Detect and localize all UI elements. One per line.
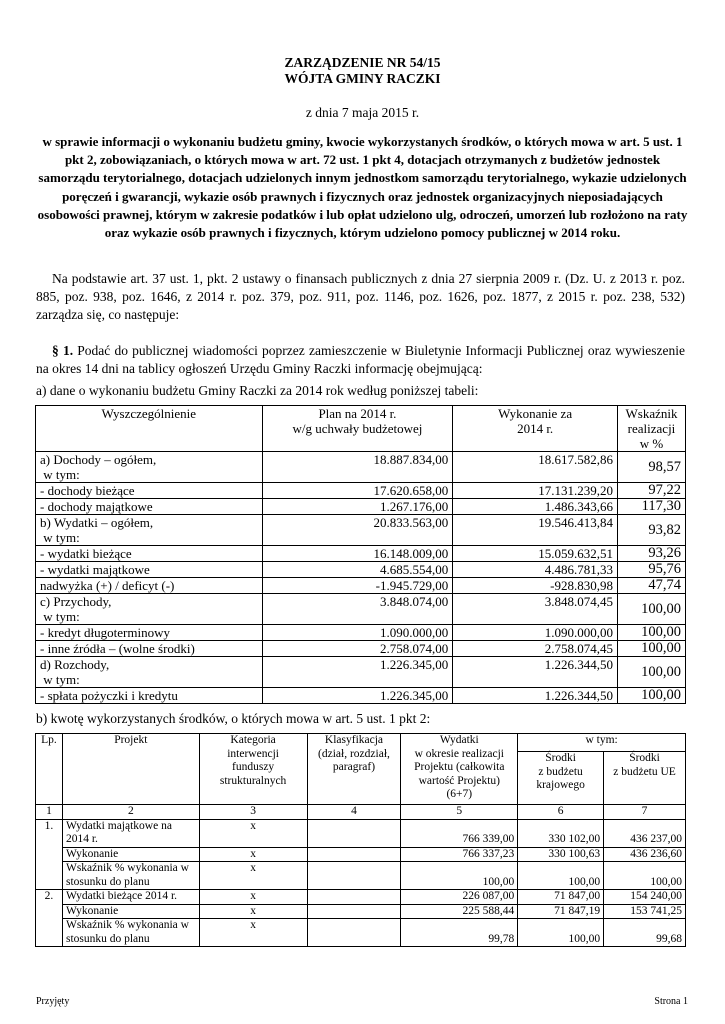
classification-value <box>307 890 401 905</box>
ratio-value: 95,76 <box>618 562 686 578</box>
footer-page-number: Strona 1 <box>654 996 688 1007</box>
project-name: Wykonanie <box>62 847 199 862</box>
section-1-marker: § 1. <box>52 343 74 358</box>
execution-value: 1.226.344,50 <box>453 688 618 704</box>
classification-value <box>307 862 401 890</box>
table-row <box>36 452 686 483</box>
execution-value: 3.848.074,45 <box>453 594 618 625</box>
section-1-text: Podać do publicznej wiadomości poprzez zamieszczenie w Biuletynie Informacji Publicznej oraz wywieszenie na okres 14 dni na tablicy ogłoszeń Urzędu Gminy Raczki informację obejmującą: <box>36 343 685 376</box>
project-name: Wydatki bieżące 2014 r. <box>62 890 199 905</box>
category-value: x <box>199 819 307 847</box>
local-funds-value: 71 847,00 <box>518 890 604 905</box>
category-value: x <box>199 904 307 919</box>
plan-value: 1.226.345,00 <box>262 657 453 688</box>
table-row <box>36 578 686 594</box>
execution-value: 15.059.632,51 <box>453 546 618 562</box>
header-expenses: Wydatki w okresie realizacji Projektu (całkowita wartość Projektu) (6+7) <box>401 734 518 805</box>
row-number: 2. <box>36 890 63 947</box>
table-row <box>36 890 686 905</box>
document-title-line1: ZARZĄDZENIE NR 54/15 <box>284 55 441 70</box>
plan-value: 3.848.074,00 <box>262 594 453 625</box>
classification-value <box>307 904 401 919</box>
ratio-value: 117,30 <box>618 499 686 515</box>
row-label: d) Rozchody, w tym: <box>36 657 263 688</box>
budget-execution-table <box>35 405 686 704</box>
expenses-value: 99,78 <box>401 919 518 947</box>
row-label: - wydatki majątkowe <box>36 562 263 578</box>
classification-value <box>307 919 401 947</box>
plan-value: 2.758.074,00 <box>262 641 453 657</box>
header-classification: Klasyfikacja (dział, rozdział, paragraf) <box>307 734 401 805</box>
table-row <box>36 625 686 641</box>
ratio-value: 47,74 <box>618 578 686 594</box>
table-row <box>36 483 686 499</box>
row-label: - spłata pożyczki i kredytu <box>36 688 263 704</box>
row-label: - dochody majątkowe <box>36 499 263 515</box>
expenses-value: 225 588,44 <box>401 904 518 919</box>
ratio-value: 100,00 <box>618 625 686 641</box>
project-name: Wykonanie <box>62 904 199 919</box>
ratio-value: 93,82 <box>618 515 686 546</box>
ratio-value: 98,57 <box>618 452 686 483</box>
column-number: 1 <box>36 805 63 820</box>
plan-value: 17.620.658,00 <box>262 483 453 499</box>
execution-value: 1.226.344,50 <box>453 657 618 688</box>
plan-value: 16.148.009,00 <box>262 546 453 562</box>
eu-funds-value: 99,68 <box>604 919 686 947</box>
execution-value: -928.830,98 <box>453 578 618 594</box>
column-number: 3 <box>199 805 307 820</box>
expenses-value: 766 339,00 <box>401 819 518 847</box>
table-row <box>36 546 686 562</box>
execution-value: 19.546.413,84 <box>453 515 618 546</box>
row-label: - dochody bieżące <box>36 483 263 499</box>
table-row <box>36 657 686 688</box>
plan-value: 18.887.834,00 <box>262 452 453 483</box>
plan-value: 20.833.563,00 <box>262 515 453 546</box>
header-category: Kategoria interwencji funduszy strukturalnych <box>199 734 307 805</box>
table-row <box>36 819 686 847</box>
table-row <box>36 641 686 657</box>
execution-value: 1.486.343,66 <box>453 499 618 515</box>
header-execution: Wykonanie za 2014 r. <box>453 406 618 452</box>
plan-value: 4.685.554,00 <box>262 562 453 578</box>
header-local-funds: Środki z budżetu krajowego <box>518 752 604 805</box>
column-number: 7 <box>604 805 686 820</box>
column-number: 2 <box>62 805 199 820</box>
row-number: 1. <box>36 819 63 890</box>
lead-b: b) kwotę wykorzystanych środków, o których mowa w art. 5 ust. 1 pkt 2: <box>36 711 431 726</box>
document-date: z dnia 7 maja 2015 r. <box>305 105 420 120</box>
header-eu-funds: Środki z budżetu UE <box>604 752 686 805</box>
plan-value: 1.090.000,00 <box>262 625 453 641</box>
execution-value: 1.090.000,00 <box>453 625 618 641</box>
table-row <box>36 688 686 704</box>
category-value: x <box>199 890 307 905</box>
plan-value: 1.226.345,00 <box>262 688 453 704</box>
table-row <box>36 499 686 515</box>
column-number: 4 <box>307 805 401 820</box>
table-row <box>36 562 686 578</box>
execution-value: 2.758.074,45 <box>453 641 618 657</box>
local-funds-value: 71 847,19 <box>518 904 604 919</box>
project-name: Wskaźnik % wykonania w stosunku do planu <box>62 862 199 890</box>
header-plan: Plan na 2014 r. w/g uchwały budżetowej <box>262 406 453 452</box>
execution-value: 17.131.239,20 <box>453 483 618 499</box>
expenses-value: 226 087,00 <box>401 890 518 905</box>
table-row <box>36 862 686 890</box>
ratio-value: 100,00 <box>618 641 686 657</box>
plan-value: -1.945.729,00 <box>262 578 453 594</box>
row-label: nadwyżka (+) / deficyt (-) <box>36 578 263 594</box>
header-lp: Lp. <box>36 734 63 805</box>
eu-funds-value: 436 236,60 <box>604 847 686 862</box>
expenses-value: 100,00 <box>401 862 518 890</box>
ratio-value: 97,22 <box>618 483 686 499</box>
column-number: 6 <box>518 805 604 820</box>
document-subject: w sprawie informacji o wykonaniu budżetu gminy, kwocie wykorzystanych środków, o których mowa w art. 5 ust. 1 pkt 2, zobowiązaniach, o których mowa w art. 72 ust. 1 pkt 4, dotacjach otrzymanych z budżetów jednostek samorządu terytorialnego, dotacjach udzielonych innym jednostkom samorządu terytorialnego, wykazie udzielonych poręczeń i gwarancji, wykazie osób prawnych i fizycznych oraz jednostek organizacyjnych nieposiadających osobowości prawnej, którym w zakresie podatków i lub opłat udzielono ulg, odroczeń, umorzeń lub rozłożono na raty oraz wykazie osób prawnych i fizycznych, którym udzielono pomocy publicznej w 2014 roku. <box>37 134 688 241</box>
funds-table <box>35 733 686 947</box>
eu-funds-value: 100,00 <box>604 862 686 890</box>
header-of-which: w tym: <box>518 734 686 752</box>
legal-basis-paragraph: Na podstawie art. 37 ust. 1, pkt. 2 ustawy o finansach publicznych z dnia 27 sierpnia 2009 r. (Dz. U. z 2013 r. poz. 885, poz. 938, poz. 1646, z 2014 r. poz. 379, poz. 911, poz. 1146, poz. 1626, poz. 1877, z 2015 r. poz. 238, 532) zarządza się, co następuje: <box>36 271 685 322</box>
project-name: Wydatki majątkowe na 2014 r. <box>62 819 199 847</box>
column-numbers-row <box>36 805 686 820</box>
footer-status: Przyjęty <box>36 996 70 1007</box>
table-header-row <box>36 734 686 752</box>
document-title-line2: WÓJTA GMINY RACZKI <box>284 71 441 86</box>
table-row <box>36 594 686 625</box>
local-funds-value: 100,00 <box>518 919 604 947</box>
lead-a: a) dane o wykonaniu budżetu Gminy Raczki za 2014 rok według poniższej tabeli: <box>36 383 479 398</box>
table-header-row <box>36 406 686 452</box>
table-row <box>36 847 686 862</box>
table-row <box>36 904 686 919</box>
ratio-value: 100,00 <box>618 657 686 688</box>
local-funds-value: 330 102,00 <box>518 819 604 847</box>
header-description: Wyszczególnienie <box>36 406 263 452</box>
local-funds-value: 330 100,63 <box>518 847 604 862</box>
execution-value: 4.486.781,33 <box>453 562 618 578</box>
row-label: - kredyt długoterminowy <box>36 625 263 641</box>
category-value: x <box>199 919 307 947</box>
execution-value: 18.617.582,86 <box>453 452 618 483</box>
table-row <box>36 919 686 947</box>
category-value: x <box>199 862 307 890</box>
row-label: - wydatki bieżące <box>36 546 263 562</box>
eu-funds-value: 154 240,00 <box>604 890 686 905</box>
expenses-value: 766 337,23 <box>401 847 518 862</box>
ratio-value: 93,26 <box>618 546 686 562</box>
plan-value: 1.267.176,00 <box>262 499 453 515</box>
category-value: x <box>199 847 307 862</box>
column-number: 5 <box>401 805 518 820</box>
project-name: Wskaźnik % wykonania w stosunku do planu <box>62 919 199 947</box>
ratio-value: 100,00 <box>618 688 686 704</box>
header-ratio: Wskaźnik realizacji w % <box>618 406 686 452</box>
table-row <box>36 515 686 546</box>
classification-value <box>307 819 401 847</box>
row-label: b) Wydatki – ogółem, w tym: <box>36 515 263 546</box>
row-label: c) Przychody, w tym: <box>36 594 263 625</box>
classification-value <box>307 847 401 862</box>
local-funds-value: 100,00 <box>518 862 604 890</box>
eu-funds-value: 436 237,00 <box>604 819 686 847</box>
header-project: Projekt <box>62 734 199 805</box>
row-label: - inne źródła – (wolne środki) <box>36 641 263 657</box>
eu-funds-value: 153 741,25 <box>604 904 686 919</box>
row-label: a) Dochody – ogółem, w tym: <box>36 452 263 483</box>
ratio-value: 100,00 <box>618 594 686 625</box>
section-1-paragraph <box>36 342 685 378</box>
